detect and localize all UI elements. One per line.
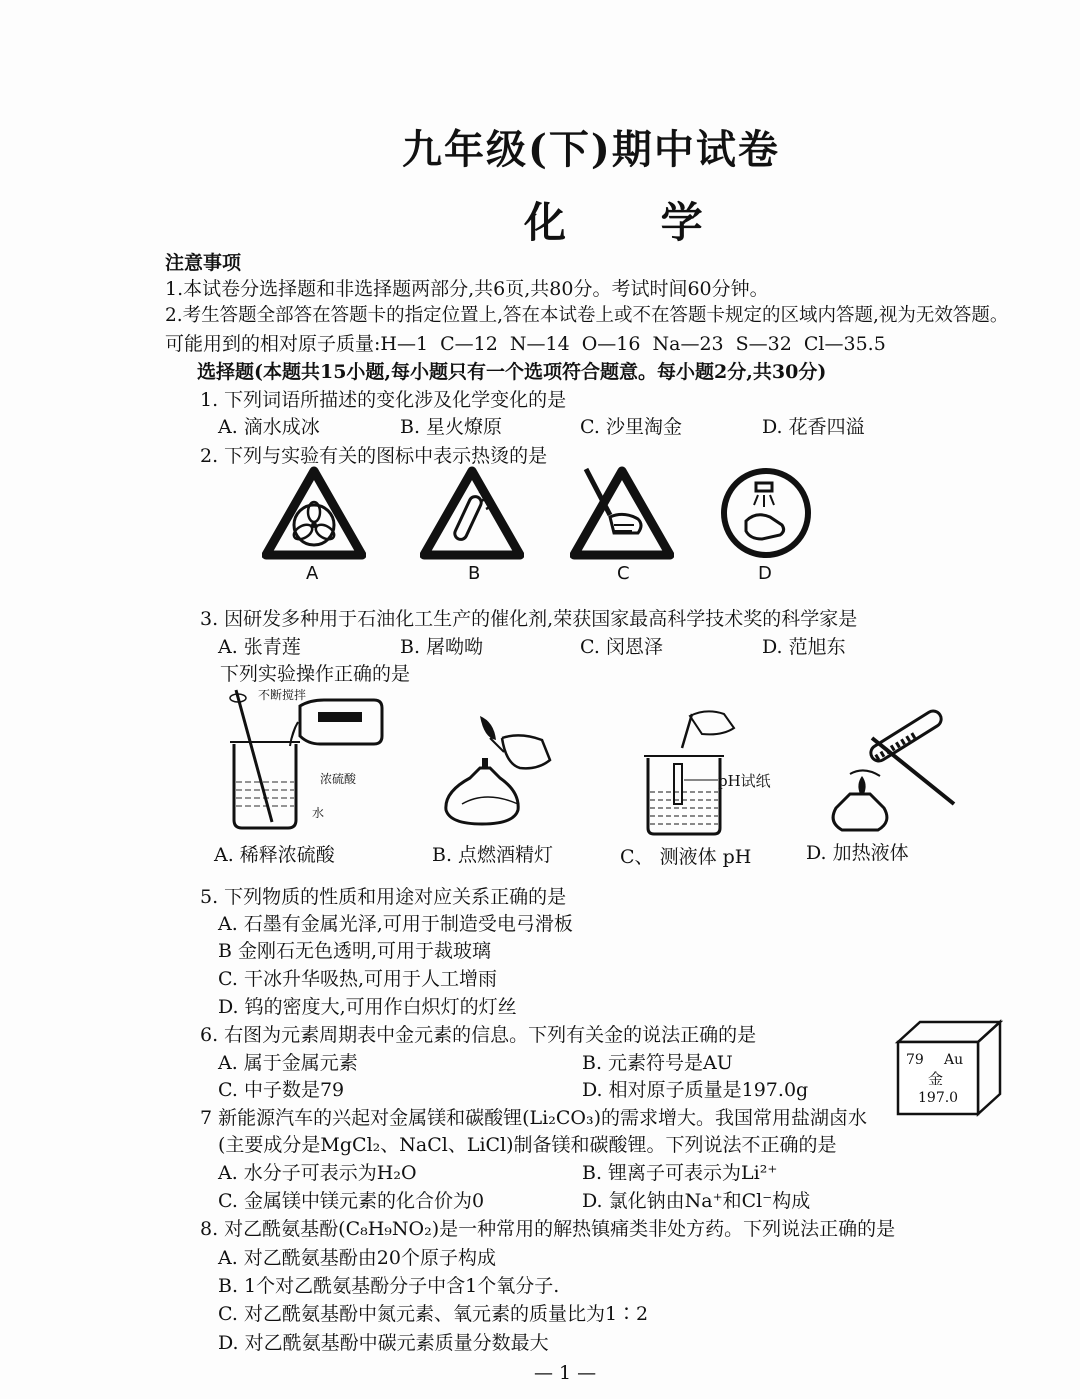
- q3-option-d: D. 范旭东: [762, 636, 846, 658]
- q6-option-d: D. 相对原子质量是197.0g: [582, 1079, 809, 1101]
- notes-heading: 注意事项: [165, 252, 242, 274]
- notes-item: 2.考生答题全部答在答题卡的指定位置上,答在本试卷上或不在答题卡规定的区域内答题,视为无效答题。: [165, 305, 1009, 326]
- q8-stem: 8. 对乙酰氨基酚(C₈H₉NO₂)是一种常用的解热镇痛类非处方药。下列说法正确的是: [200, 1218, 896, 1240]
- q8-option-c: C. 对乙酰氨基酚中氮元素、氧元素的质量比为1∶2: [218, 1303, 649, 1325]
- q5-option-c: C. 干冰升华吸热,可用于人工增雨: [218, 968, 497, 990]
- notes-item: 1.本试卷分选择题和非选择题两部分,共6页,共80分。考试时间60分钟。: [165, 278, 769, 300]
- q2-label-d: D: [758, 563, 772, 584]
- acid-label: 浓硫酸: [320, 772, 357, 786]
- q1-stem: 1. 下列词语所描述的变化涉及化学变化的是: [200, 389, 567, 411]
- q7-stem-line1: 7 新能源汽车的兴起对金属镁和碳酸锂(Li₂CO₃)的需求增大。我国常用盐湖卤水: [200, 1107, 867, 1129]
- q3-stem: 3. 因研发多种用于石油化工生产的催化剂,荣获国家最高科学技术奖的科学家是: [200, 608, 858, 630]
- q7-option-c: C. 金属镁中镁元素的化合价为0: [218, 1190, 485, 1212]
- dilute-acid-diagram: [222, 682, 392, 832]
- heating-liquid-diagram: [826, 708, 966, 838]
- element-symbol: Au: [944, 1052, 964, 1068]
- q7-stem-line2: (主要成分是MgCl₂、NaCl、LiCl)制备镁和碳酸锂。下列说法不正确的是: [218, 1134, 837, 1156]
- q2-stem: 2. 下列与实验有关的图标中表示热烫的是: [200, 445, 548, 467]
- q5-stem: 5. 下列物质的性质和用途对应关系正确的是: [200, 886, 567, 908]
- q5-option-b: B 金刚石无色透明,可用于裁玻璃: [218, 940, 492, 962]
- q8-option-a: A. 对乙酰氨基酚由20个原子构成: [218, 1247, 496, 1269]
- q2-label-a: A: [306, 563, 319, 584]
- q3-option-a: A. 张青莲: [218, 636, 301, 658]
- sharp-object-icon: [570, 465, 674, 561]
- stir-label: 不断搅拌: [258, 688, 307, 702]
- water-label: 水: [312, 806, 325, 820]
- q2-label-b: B: [468, 563, 481, 584]
- atomic-masses: 可能用到的相对原子质量:H—1 C—12 N—14 O—16 Na—23 S—32 Cl—35.5: [165, 333, 886, 355]
- q4-option-c: C、 测液体 pH: [620, 846, 752, 868]
- q7-option-a: A. 水分子可表示为H₂O: [218, 1162, 417, 1184]
- element-number: 79: [906, 1052, 924, 1068]
- element-name: 金: [928, 1070, 944, 1088]
- q2-label-c: C: [617, 563, 630, 584]
- q4-option-a: A. 稀释浓硫酸: [214, 844, 335, 866]
- q4-stem: 下列实验操作正确的是: [220, 663, 411, 685]
- subject-title: 化 学: [524, 198, 743, 247]
- q4-option-b: B. 点燃酒精灯: [432, 844, 554, 866]
- wash-hands-icon: [718, 465, 814, 561]
- q3-option-b: B. 屠呦呦: [400, 636, 484, 658]
- q6-option-b: B. 元素符号是AU: [582, 1052, 733, 1074]
- q1-option-d: D. 花香四溢: [762, 416, 865, 438]
- q6-option-c: C. 中子数是79: [218, 1079, 345, 1101]
- q3-option-c: C. 闵恩泽: [580, 636, 663, 658]
- alcohol-lamp-diagram: [440, 708, 570, 838]
- q1-option-a: A. 滴水成冰: [218, 416, 320, 438]
- q6-stem: 6. 右图为元素周期表中金元素的信息。下列有关金的说法正确的是: [200, 1024, 757, 1046]
- q8-option-d: D. 对乙酰氨基酚中碳元素质量分数最大: [218, 1332, 549, 1354]
- hot-test-tube-icon: [420, 465, 524, 561]
- ventilation-hazard-icon: [262, 465, 366, 561]
- q8-option-b: B. 1个对乙酰氨基酚分子中含1个氧分子.: [218, 1275, 560, 1297]
- q7-option-b: B. 锂离子可表示为Li²⁺: [582, 1162, 778, 1184]
- q1-option-b: B. 星火燎原: [400, 416, 503, 438]
- ph-paper-label: pH试纸: [718, 772, 771, 790]
- element-mass: 197.0: [918, 1090, 959, 1106]
- q6-option-a: A. 属于金属元素: [218, 1052, 358, 1074]
- section-heading: 选择题(本题共15小题,每小题只有一个选项符合题意。每小题2分,共30分): [197, 361, 827, 383]
- q5-option-a: A. 石墨有金属光泽,可用于制造受电弓滑板: [218, 913, 573, 935]
- page-title: 九年级(下)期中试卷: [402, 126, 780, 173]
- page-number: — 1 —: [534, 1362, 597, 1384]
- q7-option-d: D. 氯化钠由Na⁺和Cl⁻构成: [582, 1190, 811, 1212]
- q5-option-d: D. 钨的密度大,可用作白炽灯的灯丝: [218, 996, 517, 1018]
- q1-option-c: C. 沙里淘金: [580, 416, 682, 438]
- q4-option-d: D. 加热液体: [806, 842, 909, 864]
